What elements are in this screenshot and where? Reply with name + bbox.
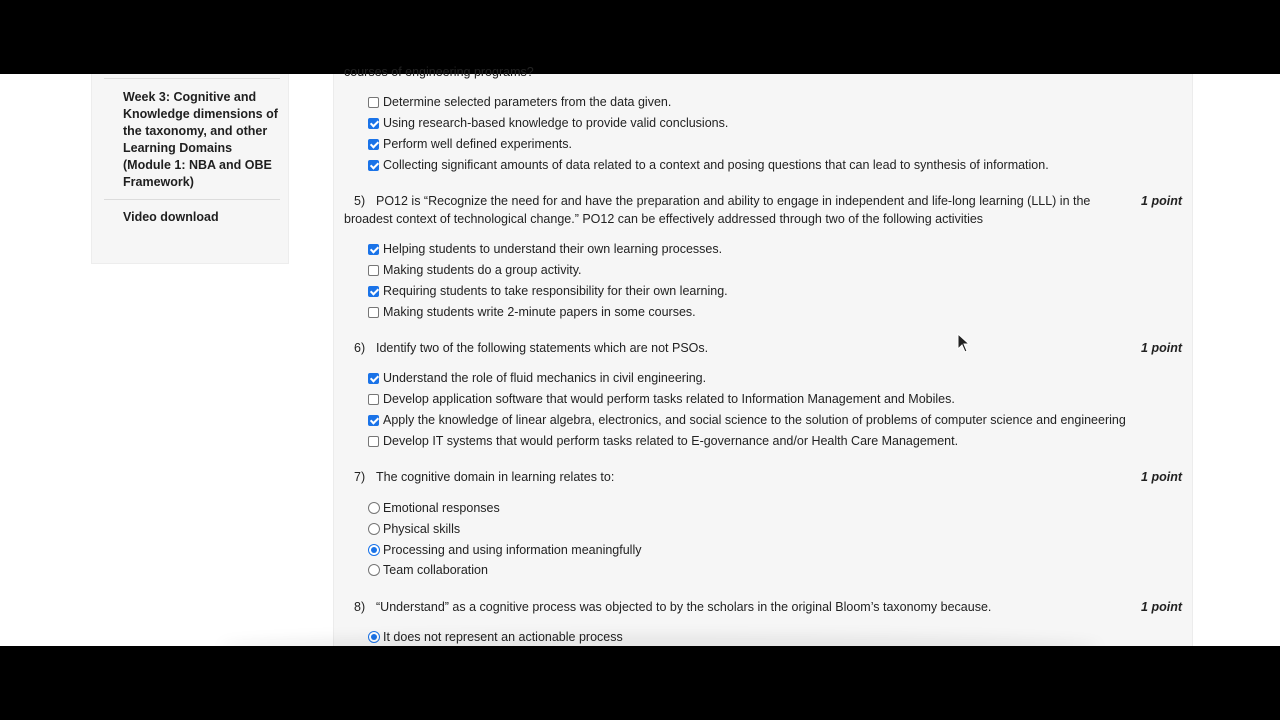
question-points: 1 point xyxy=(1141,470,1182,484)
q5-option-3[interactable] xyxy=(368,282,728,300)
checkbox[interactable] xyxy=(368,307,379,318)
option-label: Emotional responses xyxy=(383,501,500,515)
checkbox-checked[interactable] xyxy=(368,415,379,426)
checkbox[interactable] xyxy=(368,436,379,447)
question-text xyxy=(344,339,1182,357)
question-points: 1 point xyxy=(1141,341,1182,355)
q5-option-4[interactable] xyxy=(368,303,696,321)
checkbox[interactable] xyxy=(368,265,379,276)
question-number: 8) xyxy=(354,600,366,614)
mouse-pointer-icon xyxy=(957,333,971,353)
q7-option-2[interactable] xyxy=(368,520,460,538)
question-prompt: PO12 is “Recognize the need for and have the preparation and ability to engage in independent and life-long learning (LLL) in the broadest context of technological change.” PO12 can be effectively addressed through two of the following activities xyxy=(344,194,1091,226)
question-6 xyxy=(344,339,1182,357)
question-prompt: “Understand” as a cognitive process was objected to by the scholars in the original Bloom’s taxonomy because. xyxy=(376,600,992,614)
sidebar-divider xyxy=(104,78,280,79)
question-text xyxy=(344,598,1182,616)
question-points: 1 point xyxy=(1141,194,1182,208)
course-sidebar xyxy=(91,74,289,264)
option-label: Physical skills xyxy=(383,522,461,536)
bottom-shadow xyxy=(220,634,1100,658)
option-label: Processing and using information meaningfully xyxy=(383,543,642,557)
checkbox[interactable] xyxy=(368,394,379,405)
question-number: 5) xyxy=(354,194,366,208)
question-4-text-clipped: courses of engineering programs? xyxy=(344,65,534,79)
checkbox-checked[interactable] xyxy=(368,244,379,255)
question-7 xyxy=(344,468,1182,486)
option-label: Collecting significant amounts of data related to a context and posing questions that can lead to synthesis of information. xyxy=(383,158,1049,172)
option-label: Making students write 2-minute papers in some courses. xyxy=(383,305,696,319)
option-label: Using research-based knowledge to provide valid conclusions. xyxy=(383,116,729,130)
checkbox-checked[interactable] xyxy=(368,139,379,150)
question-text xyxy=(344,192,1182,228)
option-label: Perform well defined experiments. xyxy=(383,137,572,151)
sidebar-item-video-download[interactable]: Video download xyxy=(123,210,219,224)
question-number: 7) xyxy=(354,470,366,484)
q7-option-3[interactable] xyxy=(368,541,641,559)
checkbox-checked[interactable] xyxy=(368,373,379,384)
sidebar-divider xyxy=(104,199,280,200)
checkbox-checked[interactable] xyxy=(368,286,379,297)
q6-option-3[interactable] xyxy=(368,411,1126,429)
option-label: It does not represent an actionable process xyxy=(383,630,623,644)
q6-option-1[interactable] xyxy=(368,369,706,387)
q4-option-4[interactable] xyxy=(368,156,1049,174)
question-prompt: The cognitive domain in learning relates to: xyxy=(376,470,615,484)
option-label: Requiring students to take responsibility for their own learning. xyxy=(383,284,728,298)
option-label: Determine selected parameters from the data given. xyxy=(383,95,672,109)
option-label: Develop application software that would perform tasks related to Information Management and Mobiles. xyxy=(383,392,955,406)
radio-button-selected[interactable] xyxy=(368,544,380,556)
q4-option-2[interactable] xyxy=(368,114,728,132)
option-label: Develop IT systems that would perform tasks related to E-governance and/or Health Care Management. xyxy=(383,434,959,448)
question-number: 6) xyxy=(354,341,366,355)
q5-option-1[interactable] xyxy=(368,240,722,258)
radio-button[interactable] xyxy=(368,523,380,535)
question-5 xyxy=(344,192,1182,228)
option-label: Apply the knowledge of linear algebra, electronics, and social science to the solution of problems of computer science and engineering xyxy=(383,413,1126,427)
radio-button[interactable] xyxy=(368,564,380,576)
q5-option-2[interactable] xyxy=(368,261,582,279)
checkbox-checked[interactable] xyxy=(368,160,379,171)
sidebar-item-week-3[interactable]: Week 3: Cognitive and Knowledge dimensions of the taxonomy, and other Learning Domains (Module 1: NBA and OBE Framework) xyxy=(123,90,278,189)
checkbox-checked[interactable] xyxy=(368,118,379,129)
question-prompt: Identify two of the following statements which are not PSOs. xyxy=(376,341,709,355)
option-label: Understand the role of fluid mechanics in civil engineering. xyxy=(383,371,707,385)
question-8 xyxy=(344,598,1182,616)
checkbox[interactable] xyxy=(368,97,379,108)
q6-option-2[interactable] xyxy=(368,390,955,408)
q4-option-1[interactable] xyxy=(368,93,671,111)
q4-option-3[interactable] xyxy=(368,135,572,153)
option-label: Making students do a group activity. xyxy=(383,263,582,277)
question-text xyxy=(344,468,1182,486)
option-label: Helping students to understand their own learning processes. xyxy=(383,242,723,256)
assignment-panel xyxy=(333,65,1193,646)
q7-option-1[interactable] xyxy=(368,499,500,517)
radio-button[interactable] xyxy=(368,502,380,514)
option-label: Team collaboration xyxy=(383,563,488,577)
q6-option-4[interactable] xyxy=(368,432,958,450)
question-points: 1 point xyxy=(1141,600,1182,614)
browser-viewport xyxy=(0,65,1280,646)
q7-option-4[interactable] xyxy=(368,561,488,579)
